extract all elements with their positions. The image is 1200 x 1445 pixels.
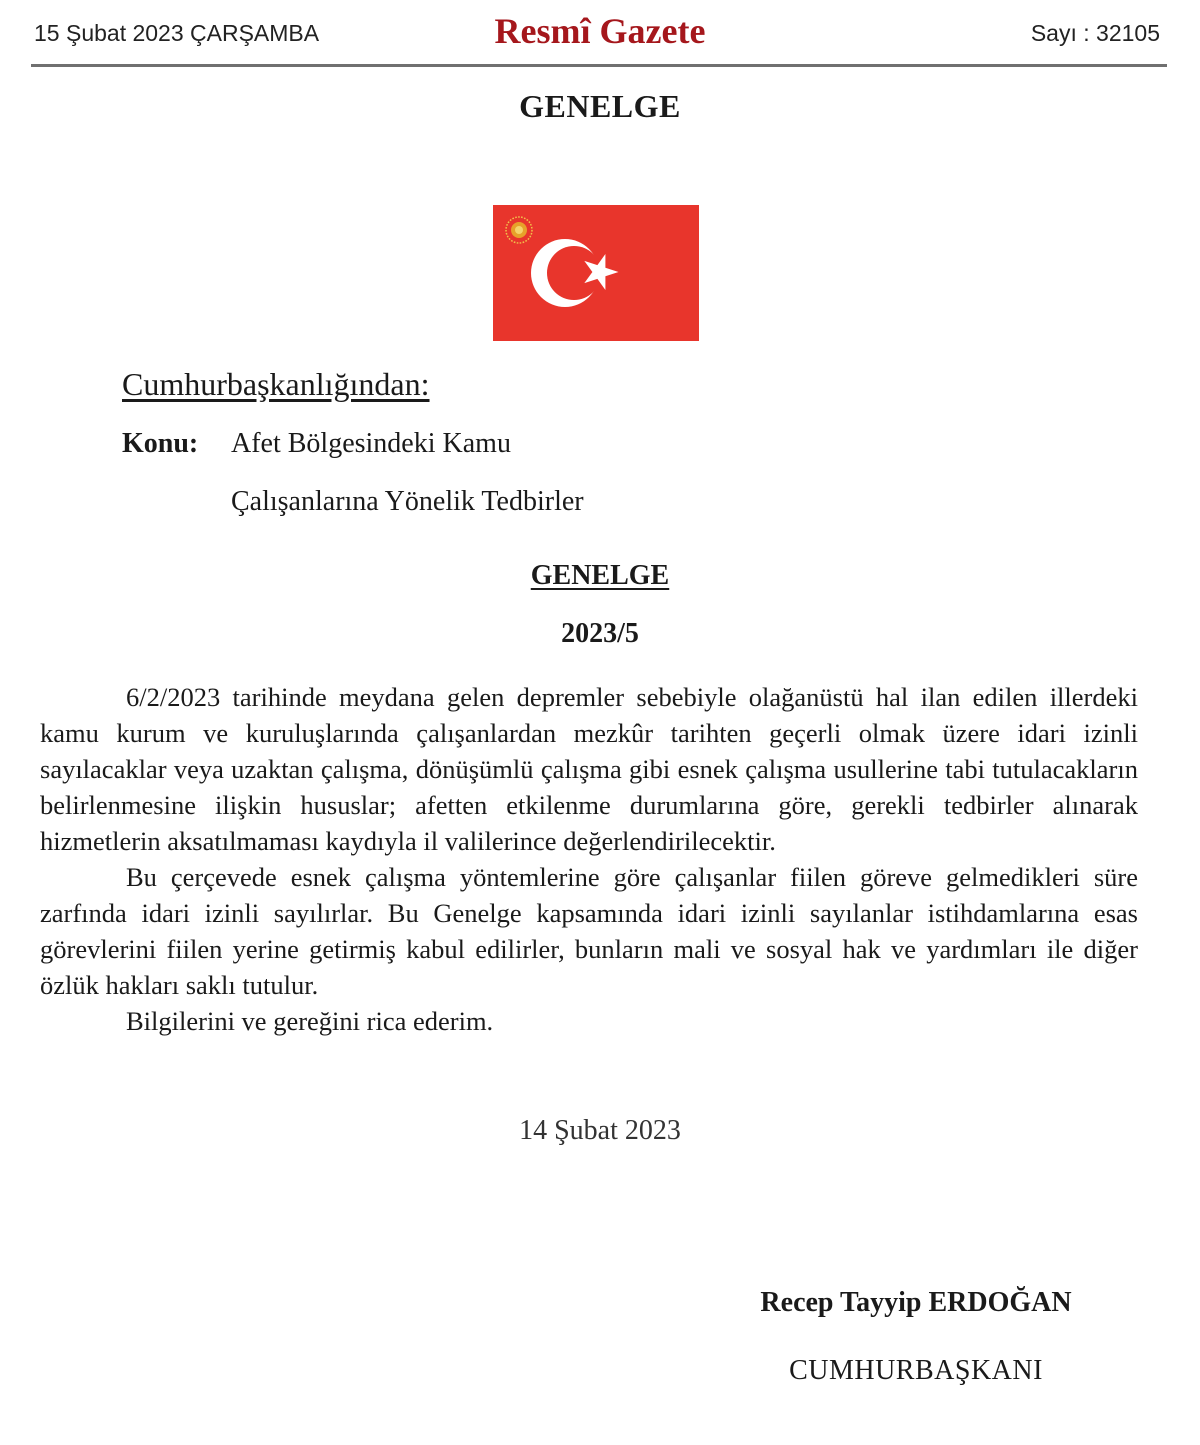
header-divider	[31, 64, 1167, 67]
issuing-institution: Cumhurbaşkanlığından:	[122, 366, 430, 402]
gazette-date: 15 Şubat 2023 ÇARŞAMBA	[34, 20, 320, 46]
body-paragraph: Bilgilerini ve gereğini rica ederim.	[126, 1006, 494, 1036]
signer-title: CUMHURBAŞKANI	[789, 1355, 1043, 1386]
turkish-flag-icon	[493, 205, 699, 341]
document-type: GENELGE	[530, 560, 670, 591]
document-body	[40, 679, 1138, 1039]
body-paragraph: Bu çerçevede esnek çalışma yöntemlerine göre çalışanlar fiilen göreve gelmedikleri süre zarfında idari izinli sayılırlar. Bu Genelge kapsamında idari izinli sayılanlar istihdamlarına esas görevlerini fiilen yerine getirmiş kabul edilirler, bunların mali ve sosyal hak ve yardımları ile diğer özlük hakları saklı tutulur.	[40, 862, 1138, 1000]
signature-date: 14 Şubat 2023	[519, 1115, 681, 1146]
gazette-issue-number: Sayı : 32105	[1030, 20, 1160, 46]
subject-line: Afet Bölgesindeki Kamu	[231, 428, 511, 459]
subject-line: Çalışanlarına Yönelik Tedbirler	[231, 486, 584, 517]
subject-label: Konu:	[122, 428, 199, 459]
gazette-title: Resmî Gazete	[494, 11, 706, 51]
signer-name: Recep Tayyip ERDOĞAN	[760, 1287, 1072, 1318]
document-number: 2023/5	[561, 618, 639, 649]
page-heading: GENELGE	[519, 88, 681, 124]
body-paragraph: 6/2/2023 tarihinde meydana gelen depremler sebebiyle olağanüstü hal ilan edilen illerdeki kamu kurum ve kuruluşlarında çalışanlardan mezkûr tarihten geçerli olmak üzere idari izinli sayılacaklar veya uzaktan çalışma, dönüşümlü çalışma gibi esnek çalışma usullerine tabi tutulacakların belirlenmesine ilişkin hususlar; afetten etkilenme durumlarına göre, gerekli tedbirler alınarak hizmetlerin aksatılmaması kaydıyla il valilerince değerlendirilecektir.	[40, 682, 1138, 856]
